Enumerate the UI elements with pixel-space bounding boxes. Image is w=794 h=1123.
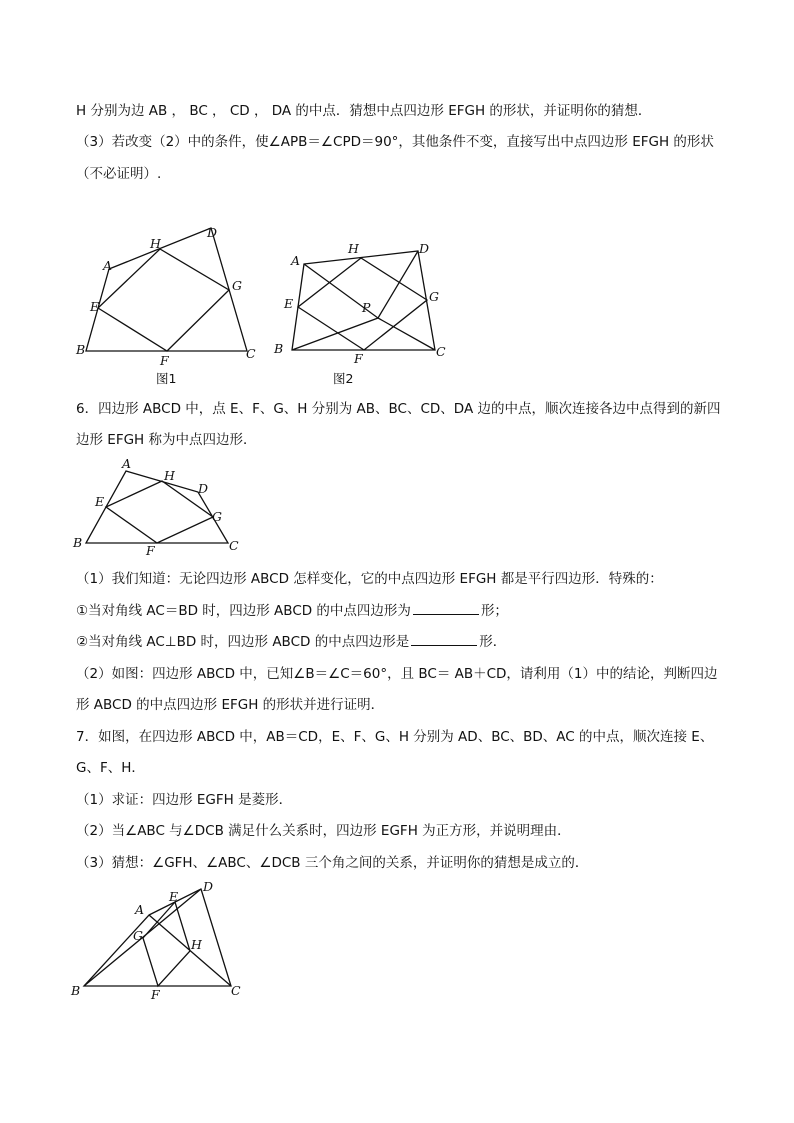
label-c: C — [246, 346, 256, 361]
text-line: H 分别为边 AB ， BC ， CD ， DA 的中点．猜想中点四边形 EFGH 的形状，并证明你的猜想． — [76, 103, 652, 119]
q6-part1-a — [76, 601, 508, 621]
label-p: P — [362, 300, 371, 315]
q6-part2: 形 ABCD 的中点四边形 EFGH 的形状并进行证明． — [76, 697, 385, 713]
label-a: A — [122, 456, 132, 471]
q6-part1-b-prefix: ②当对角线 AC⊥BD 时，四边形 ABCD 的中点四边形是 — [76, 634, 410, 650]
label-a: A — [135, 902, 145, 917]
q6-part1-b — [76, 632, 506, 652]
label-a: A — [291, 253, 301, 268]
label-g: G — [429, 289, 439, 304]
label-f: F — [146, 543, 155, 558]
caption-figure-1: 图1 — [156, 371, 177, 386]
figure-3 — [70, 455, 260, 565]
text-line: （3）若改变（2）中的条件，使∠APB＝∠CPD＝90°，其他条件不变，直接写出中点四边形 EFGH 的形状 — [76, 134, 714, 150]
label-f: F — [151, 987, 160, 1002]
quad-abcd — [84, 889, 231, 986]
label-e: E — [169, 889, 179, 904]
label-e: E — [95, 494, 105, 509]
figure-4 — [70, 880, 260, 1005]
label-b: B — [73, 535, 83, 550]
label-g: G — [212, 509, 222, 524]
q7-part1: （1）求证：四边形 EGFH 是菱形． — [76, 792, 293, 808]
label-c: C — [229, 538, 239, 553]
label-d: D — [198, 481, 209, 496]
label-a: A — [103, 258, 113, 273]
label-f: F — [160, 353, 169, 368]
label-c: C — [436, 344, 446, 359]
text-line: （不必证明）. — [76, 166, 162, 182]
q7-part2: （2）当∠ABC 与∠DCB 满足什么关系时，四边形 EGFH 为正方形，并说明理由． — [76, 823, 571, 839]
q6-text: 边形 EFGH 称为中点四边形． — [76, 432, 257, 448]
label-g: G — [232, 278, 242, 293]
q6-part1: （1）我们知道：无论四边形 ABCD 怎样变化，它的中点四边形 EFGH 都是平行四边形．特殊的： — [76, 571, 663, 587]
q7-text: G、F、H． — [76, 760, 145, 776]
label-h: H — [164, 468, 175, 483]
quad-abcd — [86, 228, 247, 351]
q6-part2: （2）如图：四边形 ABCD 中，已知∠B＝∠C＝60°，且 BC＝ AB＋CD，请利用（1）中的结论，判断四边 — [76, 666, 718, 682]
label-d: D — [203, 879, 214, 894]
label-f: F — [354, 351, 363, 366]
label-d: D — [419, 241, 430, 256]
label-c: C — [231, 983, 241, 998]
label-e: E — [284, 296, 294, 311]
label-h: H — [191, 937, 202, 952]
q7-text: 7．如图，在四边形 ABCD 中，AB＝CD，E、F、G、H 分别为 AD、BC、BD、AC 的中点，顺次连接 E、 — [76, 729, 714, 745]
label-h: H — [150, 236, 161, 251]
q6-part1-a-prefix: ①当对角线 AC＝BD 时，四边形 ABCD 的中点四边形为 — [76, 603, 411, 619]
label-g: G — [133, 928, 143, 943]
answer-blank[interactable] — [413, 602, 479, 615]
answer-blank[interactable] — [411, 633, 477, 646]
label-d: D — [207, 225, 218, 240]
label-b: B — [274, 341, 284, 356]
label-h: H — [348, 241, 359, 256]
q6-part1-a-suffix: 形； — [480, 603, 508, 619]
quad-efgh — [98, 249, 229, 351]
q6-part1-b-suffix: 形． — [479, 634, 507, 650]
label-b: B — [71, 983, 81, 998]
figure-1 — [70, 220, 270, 390]
label-e: E — [90, 299, 100, 314]
q7-part3: （3）猜想：∠GFH、∠ABC、∠DCB 三个角之间的关系，并证明你的猜想是成立的． — [76, 855, 589, 871]
figure-2 — [274, 238, 460, 388]
quad-efgh — [106, 481, 213, 543]
caption-figure-2: 图2 — [333, 371, 354, 386]
q6-text: 6．四边形 ABCD 中，点 E、F、G、H 分别为 AB、BC、CD、DA 边的中点，顺次连接各边中点得到的新四 — [76, 401, 721, 417]
label-b: B — [76, 342, 86, 357]
